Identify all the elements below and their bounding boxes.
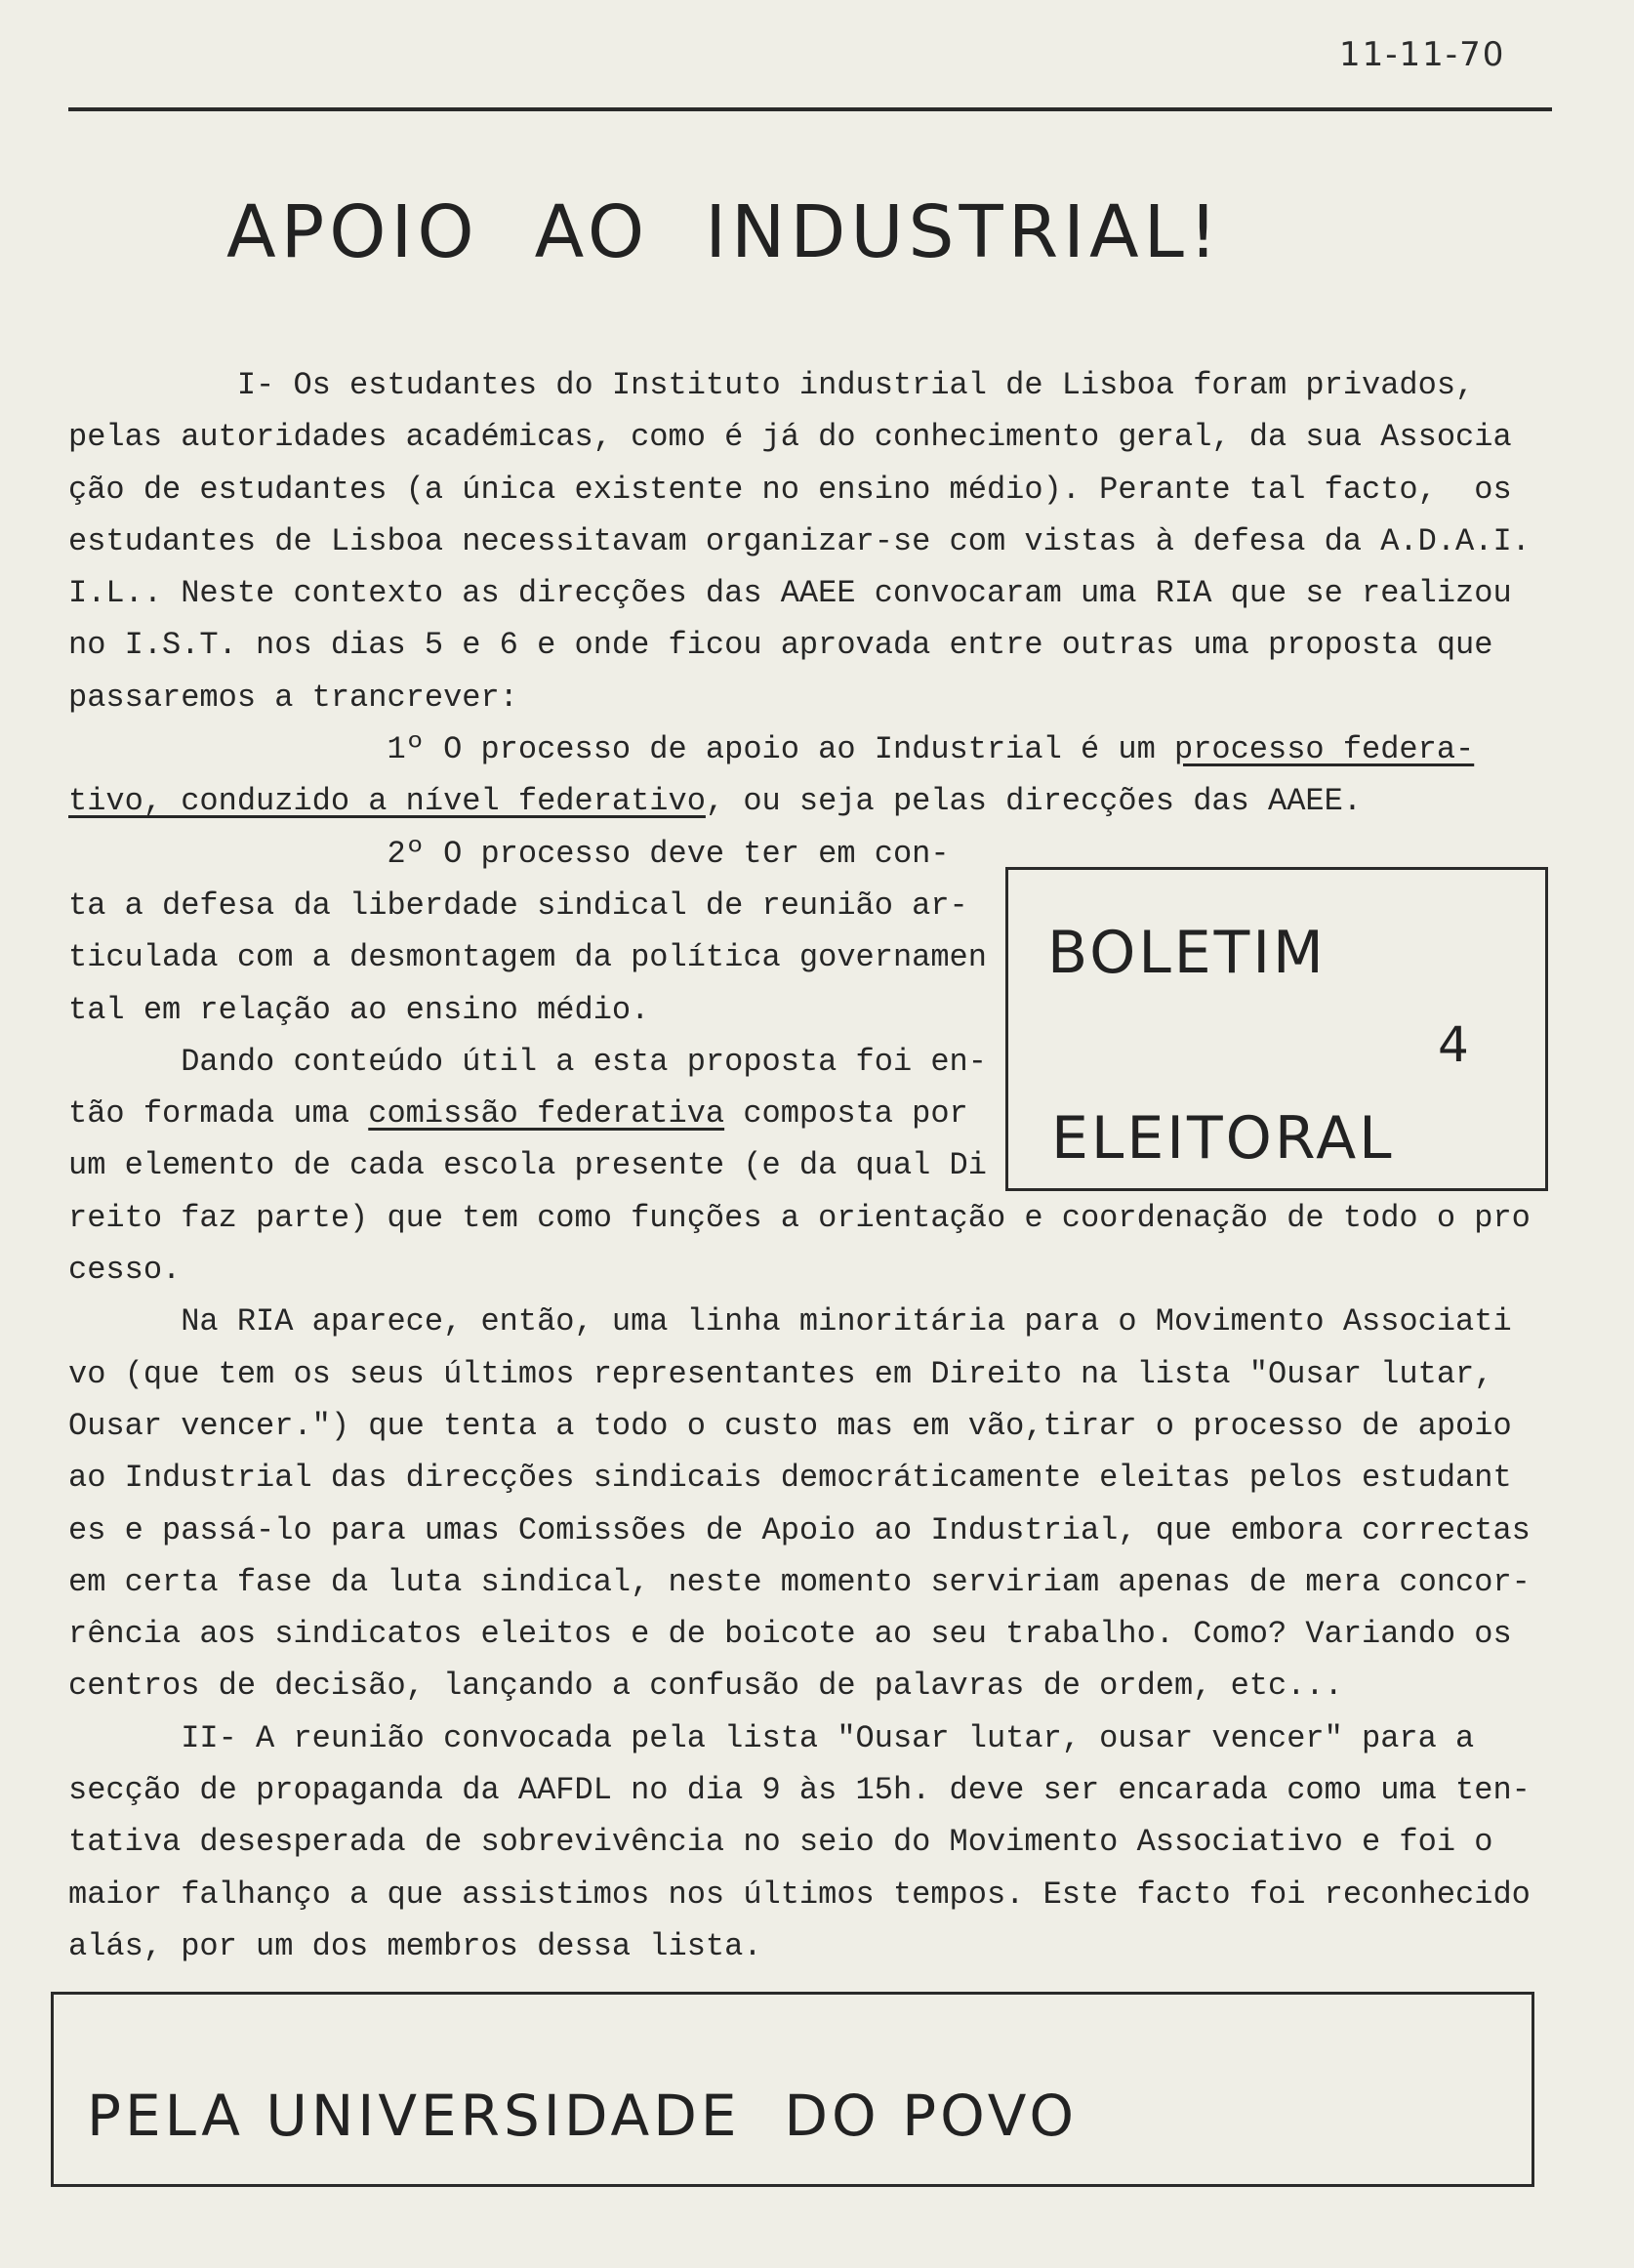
text-line: no I.S.T. nos dias 5 e 6 e onde ficou aprovada entre outras uma proposta que [68,627,1493,664]
text-line: 2º O processo deve ter em con- [68,835,950,872]
text-line: I.L.. Neste contexto as direcções das AAEE convocaram uma RIA que se realizou [68,575,1512,612]
page-title: APOIO AO INDUSTRIAL! [226,190,1223,274]
bulletin-label: BOLETIM [1047,919,1327,987]
text-line: passaremos a trancrever: [68,679,518,716]
slogan-text: PELA UNIVERSIDADE DO POVO [87,2082,1079,2149]
text-line: cesso. [68,1252,182,1289]
underlined-text: comissão federativa [368,1095,725,1133]
bulletin-box [1005,867,1548,1191]
top-rule [68,107,1552,111]
text-line: pelas autoridades académicas, como é já do conhecimento geral, da sua Associa [68,419,1512,456]
text-line: I- Os estudantes do Instituto industrial de Lisboa foram privados, [68,367,1475,403]
text-line: es e passá-lo para umas Comissões de Apoio ao Industrial, que embora correctas [68,1511,1531,1548]
underlined-text: tivo, conduzido a nível federativo [68,783,706,820]
text-line: centros de decisão, lançando a confusão de palavras de ordem, etc... [68,1668,1343,1705]
text-line: vo (que tem os seus últimos representantes em Direito na lista "Ousar lutar, [68,1355,1493,1392]
text-line: em certa fase da luta sindical, neste momento serviriam apenas de mera concor- [68,1563,1531,1600]
text-line: secção de propaganda da AAFDL no dia 9 às 15h. deve ser encarada como uma ten- [68,1772,1531,1809]
text-line: ao Industrial das direcções sindicais democráticamente eleitas pelos estudant [68,1460,1512,1497]
text-line: tativa desesperada de sobrevivência no seio do Movimento Associativo e foi o [68,1824,1493,1861]
bulletin-sublabel: ELEITORAL [1051,1104,1395,1173]
text-line: alás, por um dos membros dessa lista. [68,1927,762,1964]
text-line: estudantes de Lisboa necessitavam organizar-se com vistas à defesa da A.D.A.I. [68,522,1531,559]
underlined-text: processo federa- [1173,731,1475,768]
text-line: ção de estudantes (a única existente no ensino médio). Perante tal facto, os [68,471,1512,508]
text-line [68,723,1562,775]
text-line: tal em relação ao ensino médio. [68,991,650,1028]
text-line: maior falhanço a que assistimos nos últimos tempos. Este facto foi reconhecido [68,1876,1531,1913]
text-line: Dando conteúdo útil a esta proposta foi en- [68,1043,987,1080]
text-line: Na RIA aparece, então, uma linha minoritária para o Movimento Associati [68,1303,1512,1340]
text-line [68,775,1562,827]
text-line: Ousar vencer.") que tenta a todo o custo mas em vão,tirar o processo de apoio [68,1407,1512,1444]
text-line: ticulada com a desmontagem da política governamen [68,939,987,976]
text-segment: , ou seja pelas direcções das AAEE. [705,783,1363,820]
text-line: II- A reunião convocada pela lista "Ousar lutar, ousar vencer" para a [68,1719,1475,1756]
text-line: um elemento de cada escola presente (e da qual Di [68,1147,987,1184]
slogan-box [51,1992,1534,2187]
text-line: reito faz parte) que tem como funções a orientação e coordenação de todo o pro [68,1199,1531,1236]
text-segment: tão formada uma [68,1095,369,1133]
text-line: ta a defesa da liberdade sindical de reunião ar- [68,887,968,924]
bulletin-number: 4 [1438,1016,1469,1073]
text-segment: 1º O processo de apoio ao Industrial é um [68,731,1174,768]
text-segment: composta por [724,1095,968,1133]
text-line: rência aos sindicatos eleitos e de boicote ao seu trabalho. Como? Variando os [68,1616,1512,1653]
handwritten-date: 11-11-70 [1339,35,1506,74]
